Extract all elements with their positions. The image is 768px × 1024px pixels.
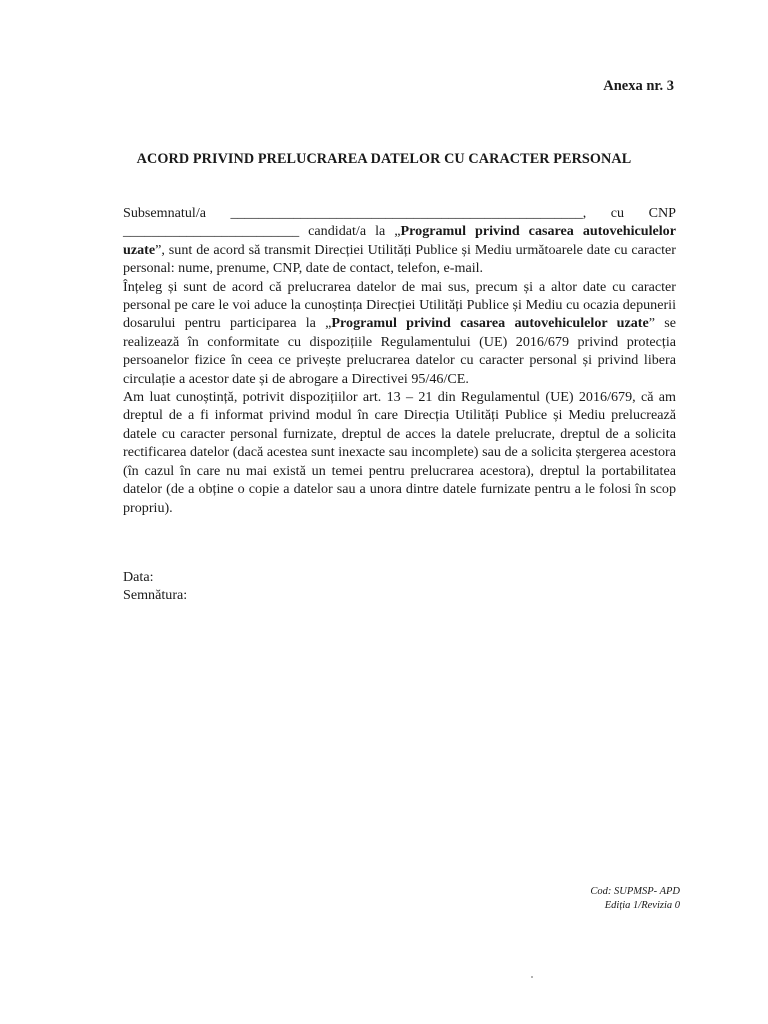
document-code: Cod: SUPMSP- APD [590, 886, 680, 897]
program-name: Programul privind casarea autovehiculelor uzate [331, 315, 649, 332]
paragraph-rights: Am luat cunoștință, potrivit dispozițiilor art. 13 – 21 din Regulamentul (UE) 2016/679, că am dreptul de a fi informat privind modul în care Direcția Utilități Publice și Mediu prelucrează datele cu caracter personal furnizate, dreptul de acces la datele prelucrate, dreptul de a solicita rectificarea datelor (dacă acestea sunt inexacte sau incomplete) sau de a solicita ștergerea acestora (în cazul în care nu mai există un temei pentru prelucrarea acestora), dreptul la portabilitatea datelor (de a obține o copie a datelor sau a unora dintre datele furnizate pentru a le folosi în scop propriu). [123, 389, 676, 516]
document-code-block [590, 885, 680, 913]
paragraph-processing-text-end: ” se realizează în conformitate cu dispozițiile Regulamentului (UE) 2016/679 privind protecția persoanelor fizice în ceea ce privește prelucrarea datelor cu caracter personal și privind libera circulație a acestor date și de abrogare a Directivei 95/46/CE. [123, 315, 676, 387]
program-name: Programul privind casarea autovehiculelor uzate [123, 223, 676, 258]
document-edition: Ediția 1/Revizia 0 [604, 900, 680, 911]
scan-speck [531, 976, 533, 978]
document-title: ACORD PRIVIND PRELUCRAREA DATELOR CU CARACTER PERSONAL [136, 151, 632, 167]
annex-label: Anexa nr. 3 [603, 78, 674, 94]
paragraph-processing [123, 278, 676, 388]
date-label: Data: [123, 569, 154, 585]
paragraph-consent-text: Subsemnatul/a __________________________________________________, cu CNP _________________________ candidat/a la „ [123, 205, 676, 240]
paragraph-consent-text-end: ”, sunt de acord să transmit Direcției Utilități Publice și Mediu următoarele date cu caracter personal: nume, prenume, CNP, date de contact, telefon, e-mail. [123, 241, 676, 277]
document-body [123, 204, 676, 517]
signature-label: Semnătura: [123, 587, 188, 604]
paragraph-processing-text: Înțeleg și sunt de acord că prelucrarea datelor de mai sus, precum și a altor date cu caracter personal pe care le voi aduce la cunoștința Direcției Utilități Publice și Mediu cu ocazia depunerii dosarului pentru participarea la „ [123, 278, 676, 332]
paragraph-consent [123, 204, 676, 278]
signature-block [123, 568, 187, 605]
